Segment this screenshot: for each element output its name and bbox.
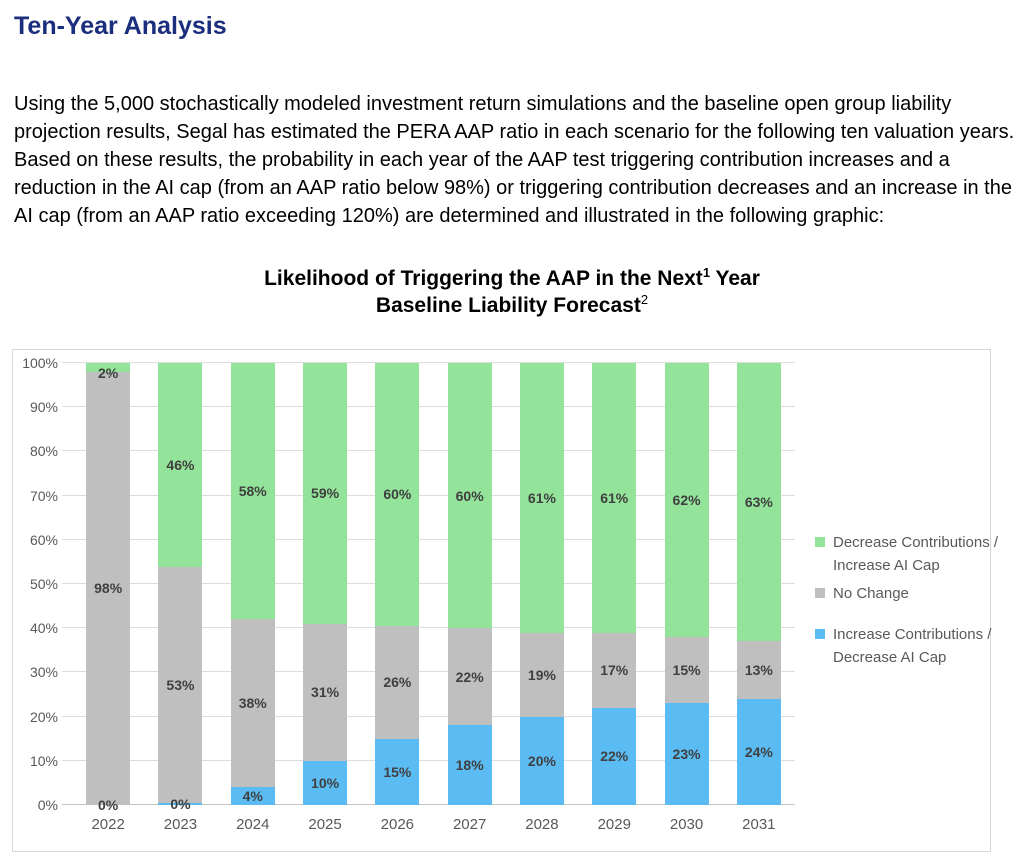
y-axis-tick-label: 40% (29, 620, 58, 637)
section-heading: Ten-Year Analysis (14, 12, 227, 40)
bar-data-label: 61% (527, 489, 556, 506)
x-axis-category-label: 2024 (236, 816, 270, 833)
x-axis-category-label: 2028 (525, 816, 559, 833)
y-axis-tick-label: 0% (37, 797, 58, 813)
bar-data-label: 22% (600, 748, 629, 765)
y-axis-tick-label: 60% (29, 531, 58, 548)
bar-data-label: 24% (744, 743, 773, 760)
bar-data-label: 62% (672, 492, 701, 509)
bar-data-label: 22% (455, 668, 484, 685)
y-axis-tick-label: 10% (29, 752, 58, 769)
bar-data-label: 10% (311, 774, 340, 791)
x-axis-category-label: 2022 (91, 816, 125, 833)
y-axis-tick-label: 20% (29, 708, 58, 725)
bar-data-label: 61% (600, 489, 629, 506)
bar-data-label: 2% (98, 365, 119, 381)
x-axis-category-label: 2031 (742, 816, 776, 833)
chart-title-line1-suffix: Year (710, 267, 760, 290)
x-axis-category-label: 2030 (669, 816, 704, 833)
legend-label: Decrease Contributions / Increase AI Cap (833, 534, 999, 574)
y-axis-tick-label: 90% (29, 399, 58, 416)
bar-data-label: 20% (527, 752, 556, 769)
bar-data-label: 98% (94, 580, 123, 597)
bar-data-label: 38% (238, 695, 267, 712)
bar-data-label: 0% (170, 795, 191, 812)
bar-data-label: 31% (311, 684, 340, 701)
stacked-bar-chart (12, 349, 999, 852)
bar-data-label: 63% (744, 494, 773, 511)
bar-data-label: 46% (166, 457, 195, 474)
legend-label: Increase Contributions / Decrease AI Cap (833, 626, 992, 666)
chart-plot-area (22, 355, 795, 833)
bar-data-label: 15% (383, 764, 412, 781)
chart-title-line1-text: Likelihood of Triggering the AAP in the Next (264, 267, 703, 290)
footnote-2-marker: 2 (640, 292, 649, 307)
bar-data-label: 19% (527, 666, 556, 683)
bar-data-label: 60% (455, 487, 484, 504)
x-axis-category-label: 2026 (380, 816, 415, 833)
chart-title (0, 265, 1024, 319)
footnote-1-marker: 1 (702, 265, 711, 280)
legend-swatch-icon (815, 588, 825, 598)
y-axis-tick-label: 50% (29, 576, 58, 592)
legend-item (815, 623, 1001, 669)
bar-data-label: 26% (383, 674, 412, 691)
x-axis-category-label: 2029 (597, 816, 631, 833)
bar-data-label: 17% (600, 662, 629, 679)
bar-data-label: 15% (672, 662, 701, 679)
bar-data-label: 13% (744, 662, 773, 679)
chart-legend (815, 531, 1001, 674)
chart-title-line1 (0, 265, 1024, 292)
bar-data-label: 53% (166, 677, 195, 694)
intro-paragraph: Using the 5,000 stochastically modeled investment return simulations and the baseline open group liability projection results, Segal has estimated the PERA AAP ratio in each scenario for the following ten valuation years. Based on these results, the probability in each year of the AAP test triggering contribution increases and a reduction in the AI cap (from an AAP ratio below 98%) or triggering contribution decreases and an increase in the AI cap (from an AAP ratio exceeding 120%) are determined and illustrated in the following graphic: (14, 93, 1015, 227)
legend-swatch-icon (815, 629, 825, 639)
chart-title-line2 (0, 292, 1024, 319)
y-axis-tick-label: 100% (22, 355, 58, 371)
legend-label: No Change (833, 585, 909, 602)
chart-title-line2-text: Baseline Liability Forecast (375, 294, 641, 317)
bar-data-label: 58% (238, 483, 267, 500)
bar-data-label: 18% (455, 757, 484, 774)
y-axis-tick-label: 80% (29, 443, 58, 460)
x-axis-category-label: 2027 (452, 816, 487, 833)
bar-data-label: 4% (242, 788, 263, 805)
y-axis-tick-label: 30% (29, 664, 58, 681)
legend-swatch-icon (815, 537, 825, 547)
legend-item (815, 582, 1001, 605)
bar-data-label: 60% (383, 486, 412, 503)
legend-item (815, 531, 1001, 577)
x-axis-category-label: 2023 (163, 816, 198, 833)
bar-data-label: 0% (98, 797, 119, 813)
bar-data-label: 59% (311, 485, 340, 502)
x-axis-category-label: 2025 (308, 816, 342, 833)
y-axis-tick-label: 70% (29, 487, 58, 504)
bar-data-label: 23% (672, 746, 701, 763)
